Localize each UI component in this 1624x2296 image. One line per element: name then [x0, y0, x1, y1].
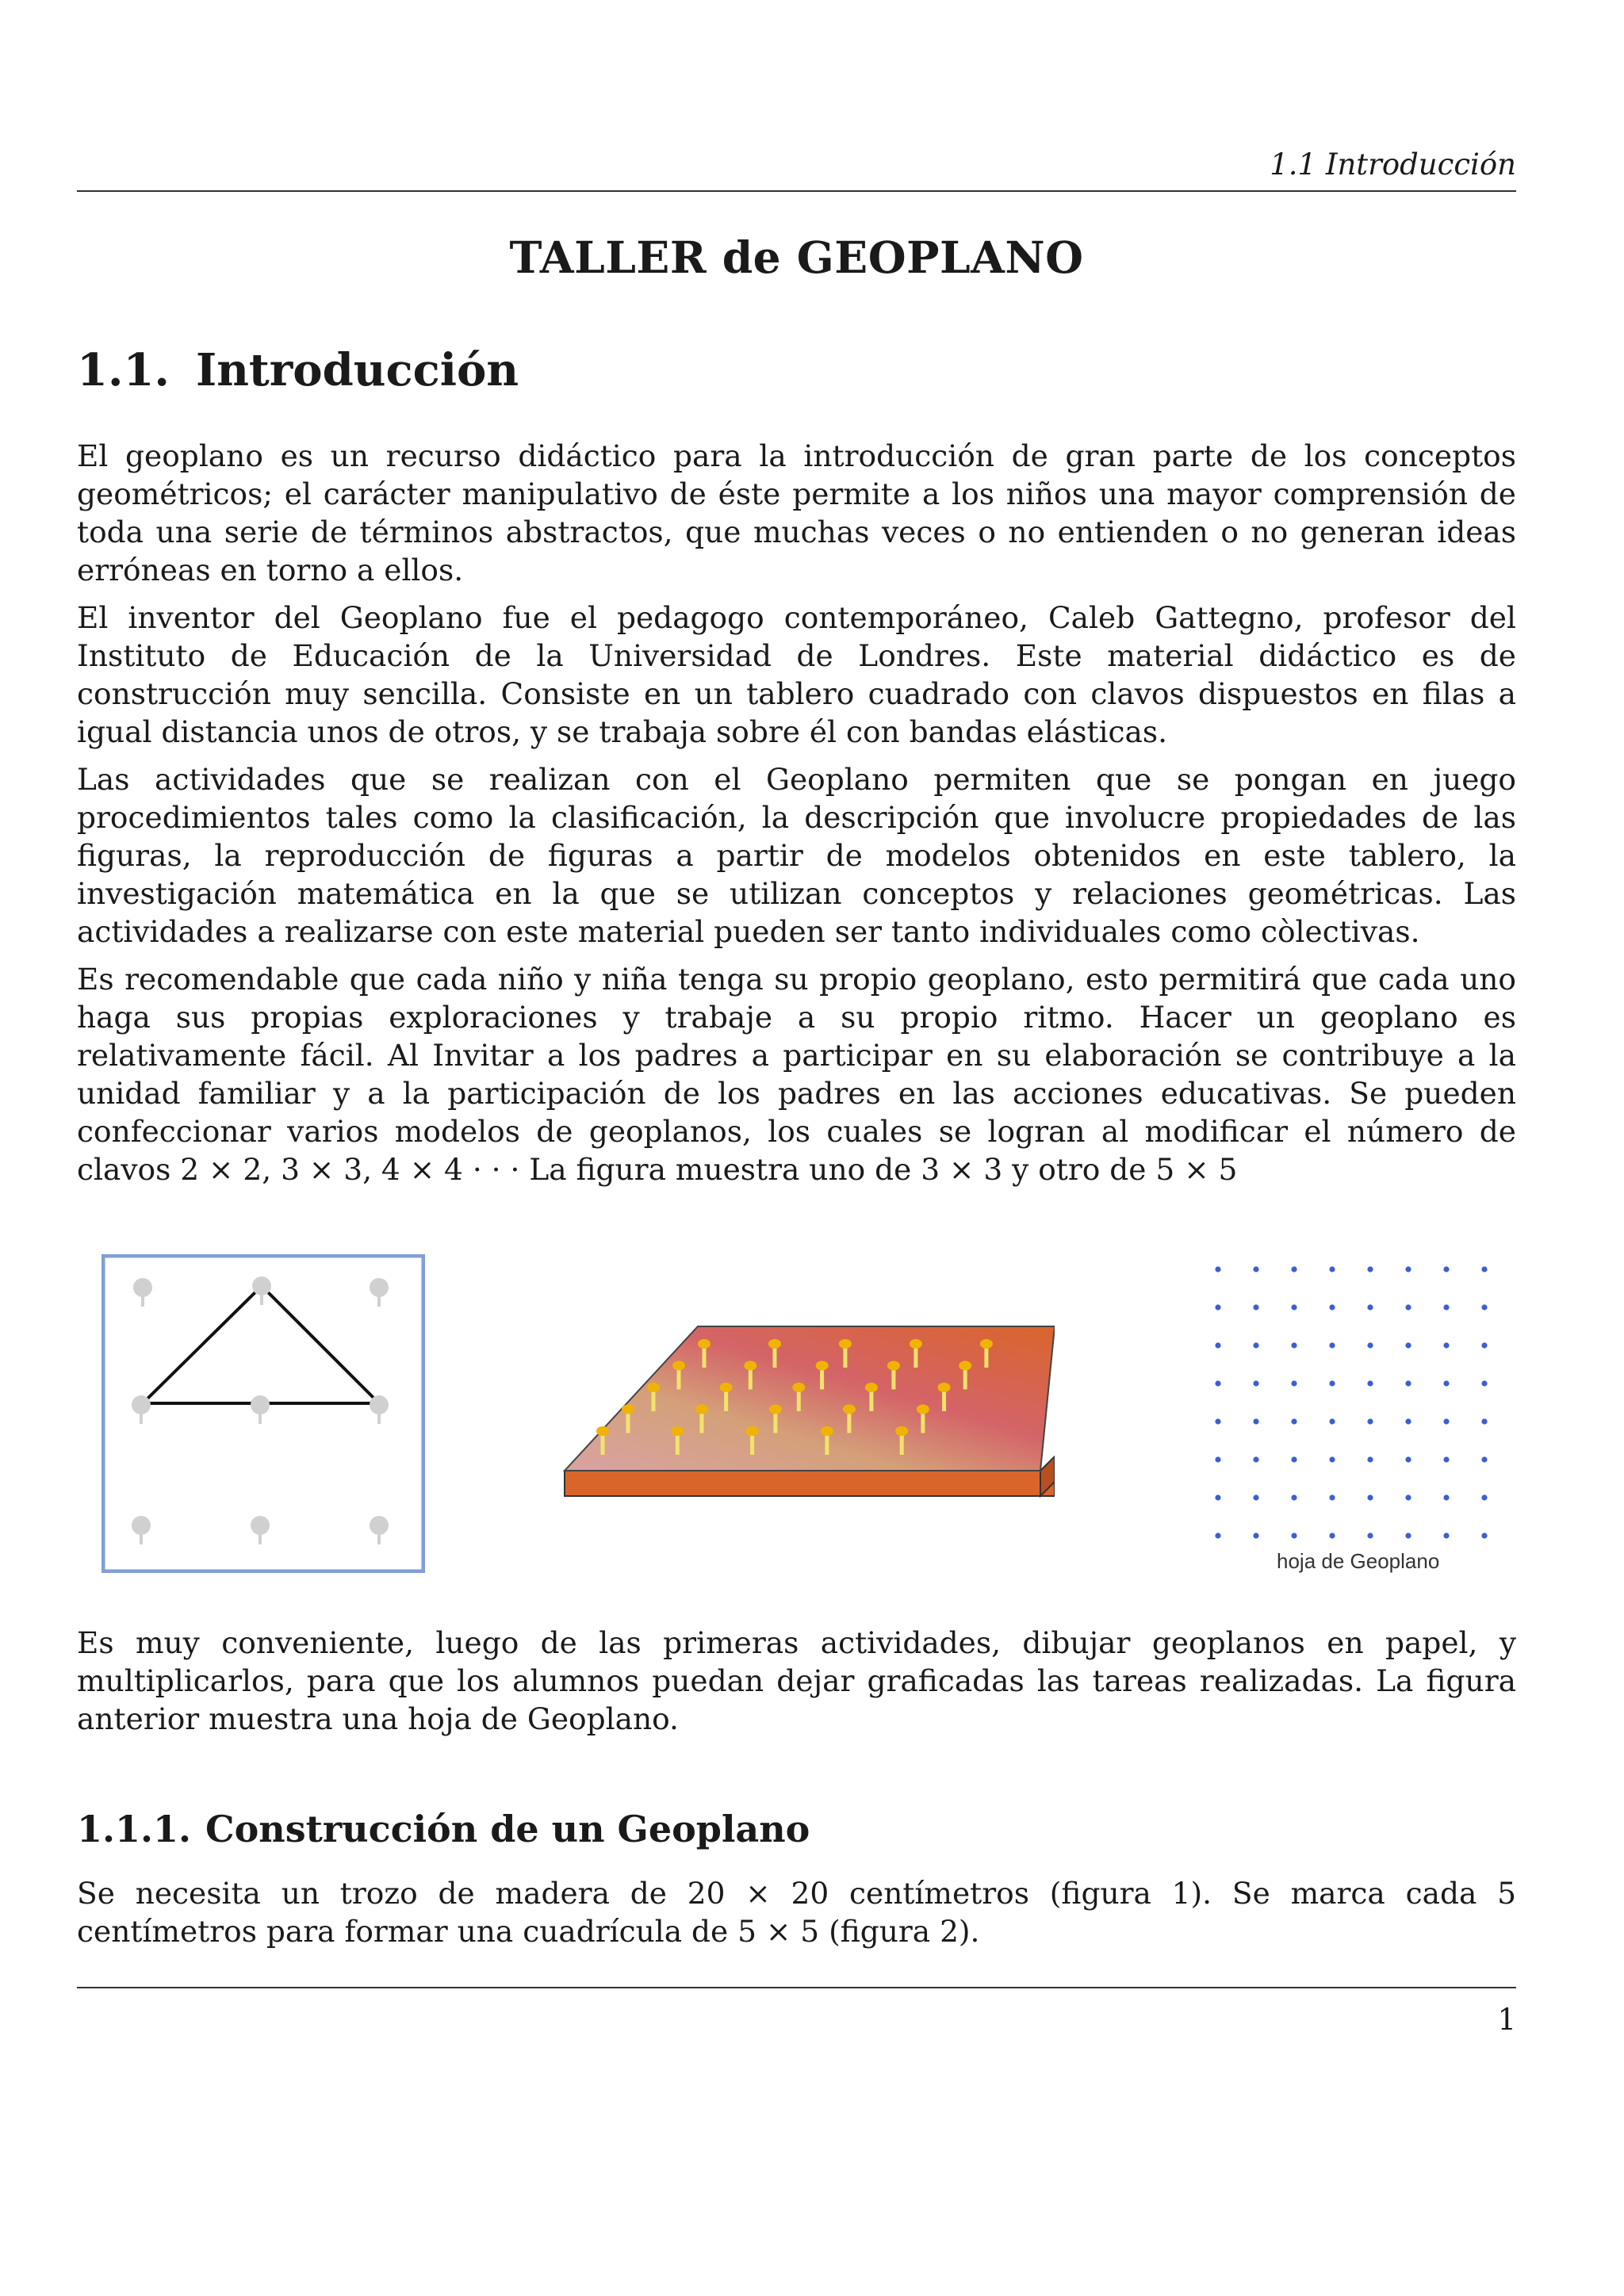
sheet-dot — [1253, 1418, 1258, 1424]
sheet-dot — [1329, 1266, 1335, 1272]
sheet-dot — [1253, 1342, 1258, 1348]
sheet-dot — [1443, 1304, 1449, 1310]
sheet-dot — [1215, 1266, 1220, 1272]
sheet-dot — [1329, 1418, 1335, 1424]
sheet-dot — [1367, 1418, 1373, 1424]
paragraph-3: Las actividades que se realizan con el Geoplano permiten que se pongan en juego procedimientos tales como la clasificación, la descripción que involucre propiedades de las figuras, la reproducción de figuras a partir de modelos obtenidos en este tablero, la investigación matemática en la que se utilizan conceptos y relaciones geométricas. Las actividades a realizarse con este material pueden ser tanto individuales como còlectivas. — [77, 762, 1516, 949]
sheet-dot — [1405, 1266, 1411, 1272]
sheet-dot — [1481, 1380, 1487, 1386]
sheet-dot — [1253, 1494, 1258, 1500]
sheet-dot — [1215, 1418, 1220, 1424]
footer-rule — [77, 1987, 1516, 1988]
sheet-dot — [1405, 1418, 1411, 1424]
sheet-dot — [1253, 1456, 1258, 1462]
sheet-dot — [1291, 1418, 1297, 1424]
document-title: TALLER de GEOPLANO — [509, 232, 1084, 283]
sheet-dot — [1405, 1304, 1411, 1310]
sheet-dot — [1405, 1494, 1411, 1500]
subsection-number: 1.1.1. — [77, 1808, 192, 1850]
sheet-caption: hoja de Geoplano — [1277, 1549, 1440, 1573]
board-front-face — [565, 1471, 1055, 1496]
geoplane-3x3-figure — [102, 1254, 425, 1573]
sheet-dot — [1405, 1342, 1411, 1348]
sheet-dot — [1481, 1494, 1487, 1500]
sheet-dot — [1291, 1266, 1297, 1272]
sheet-dot — [1215, 1456, 1220, 1462]
subsection-heading — [77, 1808, 810, 1850]
section-heading — [77, 344, 519, 396]
paragraph-4: Es recomendable que cada niño y niña tenga su propio geoplano, esto permitirá que cada uno haga sus propias exploraciones y trabaje a su propio ritmo. Hacer un geoplano es relativamente fácil. Al Invitar a los padres a participar en su elaboración se contribuye a la unidad familiar y a la participación de los padres en las acciones educativas. Se pueden confeccionar varios modelos de geoplanos, los cuales se logran al modificar el número de clavos 2 × 2, 3 × 3, 4 × 4 · · · La figura muestra uno de 3 × 3 y otro de 5 × 5 — [77, 962, 1516, 1187]
sheet-dot — [1443, 1494, 1449, 1500]
sheet-dot — [1367, 1380, 1373, 1386]
running-head: 1.1 Introducción — [1270, 147, 1516, 182]
sheet-dot — [1291, 1456, 1297, 1462]
sheet-dot — [1405, 1456, 1411, 1462]
paragraph-after-figure: Es muy conveniente, luego de las primeras actividades, dibujar geoplanos en papel, y multiplicarlos, para que los alumnos puedan dejar graficadas las tareas realizadas. La figura anterior muestra una hoja de Geoplano. — [77, 1625, 1516, 1736]
geoplane-5x5-board-figure — [555, 1312, 1055, 1510]
sheet-dot — [1215, 1533, 1220, 1538]
sheet-dot — [1215, 1304, 1220, 1310]
sheet-dot-grid — [1215, 1266, 1487, 1538]
sheet-dot — [1481, 1533, 1487, 1538]
geoplane-sheet-figure — [1205, 1257, 1507, 1542]
sheet-dot — [1443, 1266, 1449, 1272]
sheet-dot — [1367, 1304, 1373, 1310]
sheet-dot — [1329, 1342, 1335, 1348]
sheet-dot — [1443, 1342, 1449, 1348]
sheet-dot — [1253, 1380, 1258, 1386]
paragraph-1: El geoplano es un recurso didáctico para la introducción de gran parte de los conceptos geométricos; el carácter manipulativo de éste permite a los niños una mayor comprensión de toda una serie de términos abstractos, que muchas veces o no entienden o no generan ideas erróneas en torno a ellos. — [77, 438, 1516, 587]
sheet-dot — [1443, 1456, 1449, 1462]
sheet-dot — [1291, 1533, 1297, 1538]
sheet-dot — [1215, 1380, 1220, 1386]
subsection-title: Construcción de un Geoplano — [205, 1808, 810, 1850]
sheet-dot — [1215, 1494, 1220, 1500]
subsection-paragraph: Se necesita un trozo de madera de 20 × 20 centímetros (figura 1). Se marca cada 5 centímetros para formar una cuadrícula de 5 × 5 (figura 2). — [77, 1876, 1516, 1949]
sheet-dot — [1329, 1456, 1335, 1462]
sheet-dot — [1443, 1380, 1449, 1386]
intro-body — [77, 437, 1516, 1198]
subsection-body — [77, 1874, 1516, 1960]
sheet-dot — [1405, 1380, 1411, 1386]
sheet-dot — [1253, 1266, 1258, 1272]
sheet-dot — [1215, 1342, 1220, 1348]
sheet-dot — [1481, 1304, 1487, 1310]
sheet-dot — [1443, 1533, 1449, 1538]
sheet-dot — [1291, 1342, 1297, 1348]
page-number: 1 — [1497, 2003, 1516, 2037]
sheet-dot — [1253, 1533, 1258, 1538]
sheet-dot — [1291, 1494, 1297, 1500]
sheet-dot — [1253, 1304, 1258, 1310]
sheet-dot — [1367, 1456, 1373, 1462]
sheet-dot — [1329, 1533, 1335, 1538]
sheet-dot — [1443, 1418, 1449, 1424]
sheet-dot — [1367, 1342, 1373, 1348]
sheet-dot — [1367, 1494, 1373, 1500]
sheet-dot — [1481, 1342, 1487, 1348]
paragraph-2: El inventor del Geoplano fue el pedagogo contemporáneo, Caleb Gattegno, profesor del Instituto de Educación de la Universidad de Londres. Este material didáctico es de construcción muy sencilla. Consiste en un tablero cuadrado con clavos dispuestos en filas a igual distancia unos de otros, y se trabaja sobre él con bandas elásticas. — [77, 600, 1516, 749]
sheet-dot — [1481, 1456, 1487, 1462]
sheet-dot — [1291, 1304, 1297, 1310]
sheet-dot — [1481, 1266, 1487, 1272]
board-top-face — [565, 1326, 1055, 1471]
sheet-dot — [1367, 1533, 1373, 1538]
section-number: 1.1. — [77, 344, 170, 396]
sheet-dot — [1291, 1380, 1297, 1386]
sheet-dot — [1481, 1418, 1487, 1424]
sheet-dot — [1329, 1380, 1335, 1386]
sheet-dot — [1367, 1266, 1373, 1272]
header-rule — [77, 190, 1516, 192]
sheet-dot — [1329, 1304, 1335, 1310]
section-title: Introducción — [196, 344, 519, 396]
sheet-dot — [1329, 1494, 1335, 1500]
figure-commentary — [77, 1624, 1516, 1747]
sheet-dot — [1405, 1533, 1411, 1538]
